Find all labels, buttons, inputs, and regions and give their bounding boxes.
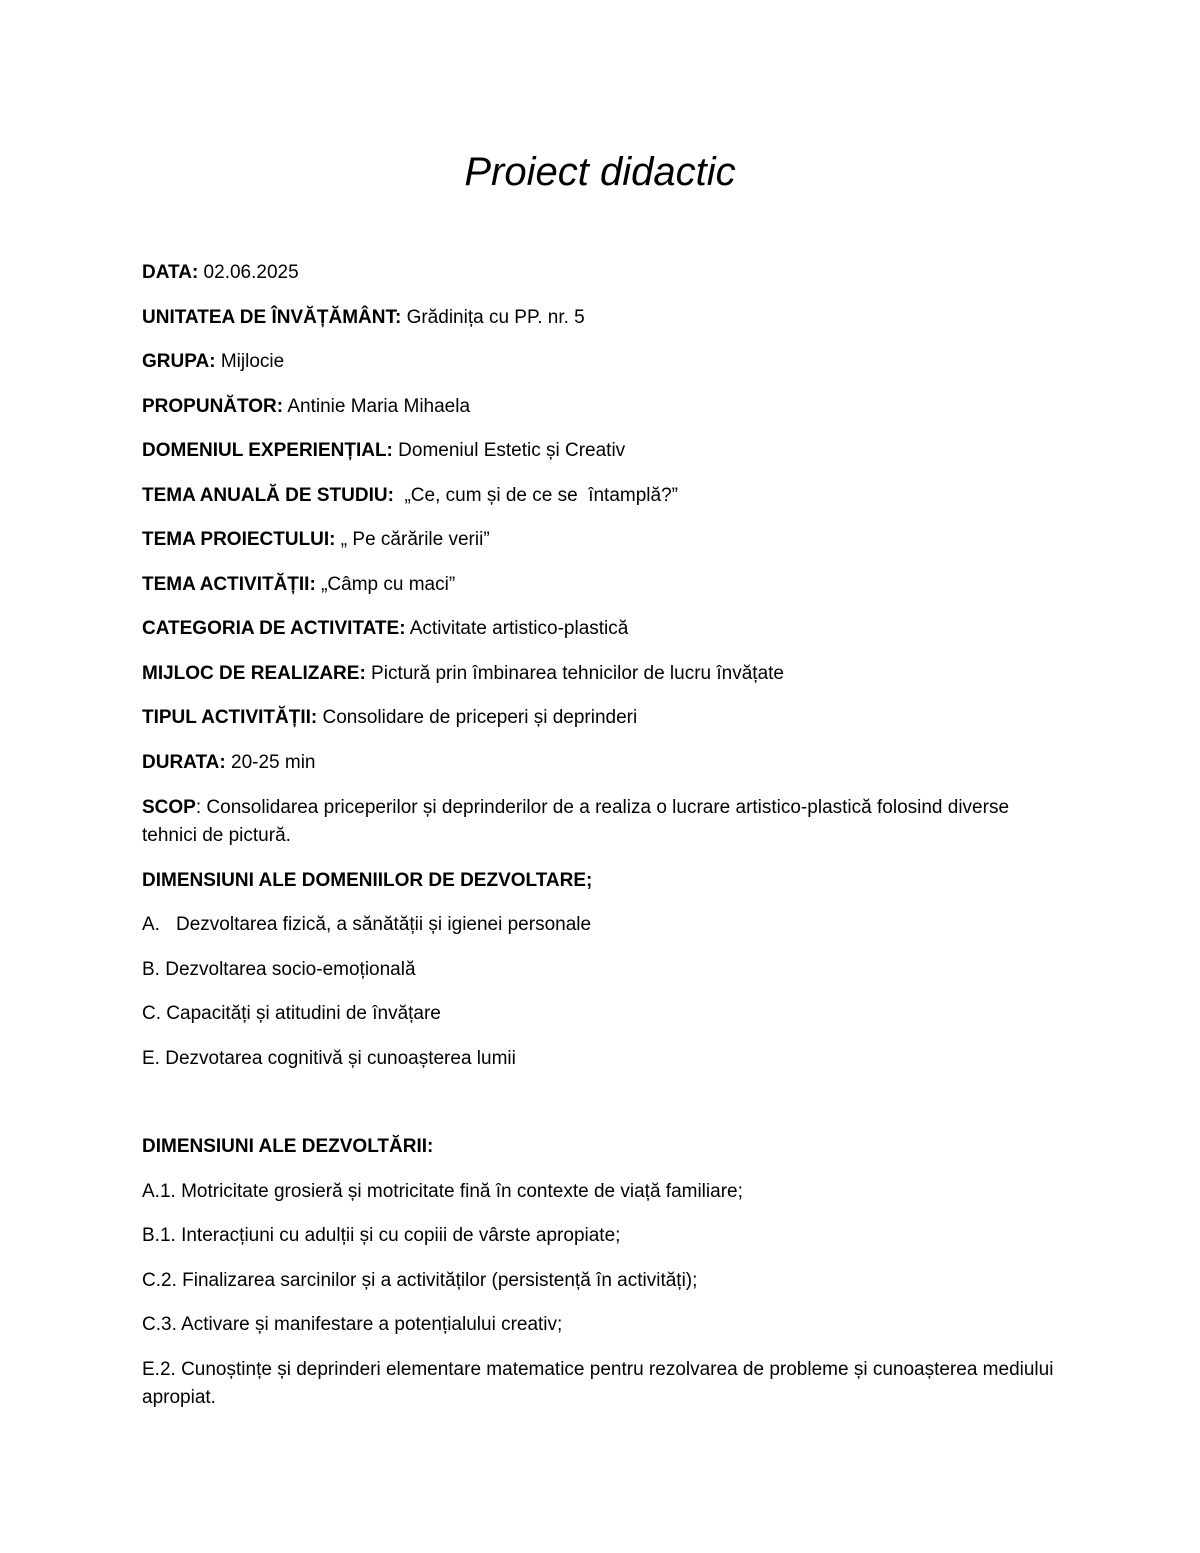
field-label: MIJLOC DE REALIZARE:	[142, 663, 366, 684]
field-label: TEMA ACTIVITĂȚII:	[142, 574, 316, 595]
field-grupa	[142, 348, 1062, 376]
field-value: „Câmp cu maci”	[315, 574, 456, 595]
section-heading-dezvoltarii	[142, 1133, 1062, 1161]
section-heading-domenii	[142, 867, 1062, 895]
list-item-text: Dezvoltarea fizică, a sănătății și igienei personale	[176, 914, 592, 935]
list-item: A.1. Motricitate grosieră și motricitate fină în contexte de viață familiare;	[142, 1181, 743, 1202]
list-item: E.2. Cunoștințe și deprinderi elementare matematice pentru rezolvarea de probleme și cunoașterea mediului apropiat.	[142, 1359, 1054, 1408]
field-value: „ Pe cărările verii”	[335, 529, 490, 550]
field-scop	[142, 794, 1062, 850]
field-mijloc	[142, 660, 1062, 688]
list-item: C.3. Activare și manifestare a potențialului creativ;	[142, 1314, 563, 1335]
field-categoria	[142, 615, 1062, 643]
field-tema-anuala	[142, 482, 1062, 510]
field-value: „Ce, cum și de ce se întamplă?”	[393, 485, 678, 506]
field-value: Activitate artistico-plastică	[405, 618, 629, 639]
field-value: Consolidare de priceperi și deprinderi	[317, 707, 638, 728]
document-title: Proiect didactic	[464, 150, 736, 194]
field-label: DATA:	[142, 262, 199, 283]
field-label: SCOP	[142, 797, 196, 818]
field-label: DOMENIUL EXPERIENȚIAL:	[142, 440, 393, 461]
field-tema-proiectului	[142, 526, 1062, 554]
field-tema-activitatii	[142, 571, 1062, 599]
field-value: Antinie Maria Mihaela	[283, 396, 471, 417]
list-item: C. Capacități și atitudini de învățare	[142, 1003, 441, 1024]
field-value: Domeniul Estetic și Creativ	[392, 440, 626, 461]
field-label: TEMA ANUALĂ DE STUDIU:	[142, 485, 394, 506]
field-value: Mijlocie	[215, 351, 285, 372]
list-item: C.2. Finalizarea sarcinilor și a activităților (persistență în activități);	[142, 1270, 698, 1291]
list-item: E. Dezvotarea cognitivă și cunoașterea lumii	[142, 1048, 516, 1069]
field-durata	[142, 749, 1062, 777]
list-item: B. Dezvoltarea socio-emoțională	[142, 959, 416, 980]
field-label: TIPUL ACTIVITĂȚII:	[142, 707, 318, 728]
field-label: CATEGORIA DE ACTIVITATE:	[142, 618, 406, 639]
field-value: 20-25 min	[225, 752, 316, 773]
field-value: Pictură prin îmbinarea tehnicilor de lucru învățate	[365, 663, 784, 684]
field-unitatea	[142, 304, 1062, 332]
field-tipul	[142, 704, 1062, 732]
field-value: : Consolidarea priceperilor și deprinderilor de a realiza o lucrare artistico-plastică folosind diverse tehnici de pictură.	[142, 797, 1010, 846]
field-label: UNITATEA DE ÎNVĂȚĂMÂNT:	[142, 307, 402, 328]
list-item	[142, 911, 1062, 939]
section-heading-text: DIMENSIUNI ALE DOMENIILOR DE DEZVOLTARE;	[142, 870, 593, 891]
field-label: PROPUNĂTOR:	[142, 396, 284, 417]
field-value: Grădinița cu PP. nr. 5	[401, 307, 585, 328]
field-propunator	[142, 393, 1062, 421]
field-value: 02.06.2025	[198, 262, 299, 283]
field-label: DURATA:	[142, 752, 226, 773]
field-data	[142, 259, 1062, 287]
field-label: TEMA PROIECTULUI:	[142, 529, 336, 550]
list-letter: A.	[142, 914, 160, 935]
section-heading-text: DIMENSIUNI ALE DEZVOLTĂRII:	[142, 1136, 434, 1157]
field-label: GRUPA:	[142, 351, 216, 372]
list-item: B.1. Interacțiuni cu adulții și cu copiii de vârste apropiate;	[142, 1225, 621, 1246]
field-domeniul	[142, 437, 1062, 465]
